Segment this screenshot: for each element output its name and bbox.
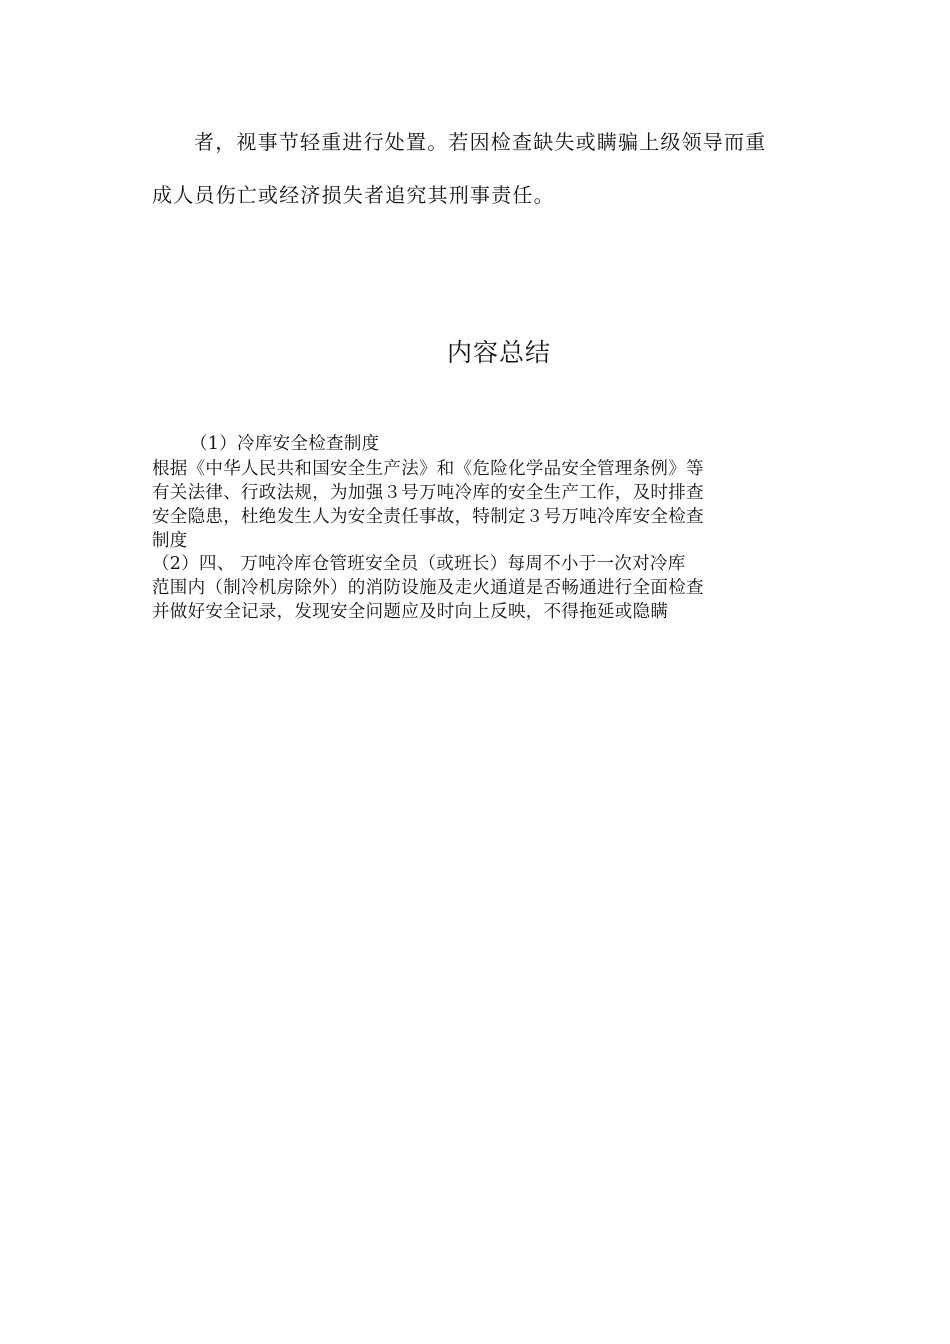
summary-line: 制度	[152, 531, 188, 551]
summary-line: 范围内（制冷机房除外）的消防设施及走火通道是否畅通进行全面检查	[152, 578, 704, 598]
section-title: 内容总结	[447, 338, 552, 367]
summary-heading: （2）四、 万吨冷库仓管班安全员（或班长）每周不小于一次对冷库	[152, 554, 686, 574]
paragraph-line: 成人员伤亡或经济损失者追究其刑事责任。	[152, 183, 555, 207]
summary-heading: （1）冷库安全检查制度	[190, 434, 380, 454]
summary-line: 并做好安全记录，发现安全问题应及时向上反映，不得拖延或隐瞒	[152, 602, 669, 622]
summary-line: 根据《中华人民共和国安全生产法》和《危险化学品安全管理条例》等	[152, 459, 704, 479]
summary-line: 有关法律、行政法规，为加强３号万吨冷库的安全生产工作，及时排查	[152, 483, 704, 503]
summary-line: 安全隐患，杜绝发生人为安全责任事故，特制定３号万吨冷库安全检查	[152, 507, 704, 527]
paragraph-line: 者，视事节轻重进行处置。若因检查缺失或瞒骗上级领导而重	[194, 130, 767, 154]
